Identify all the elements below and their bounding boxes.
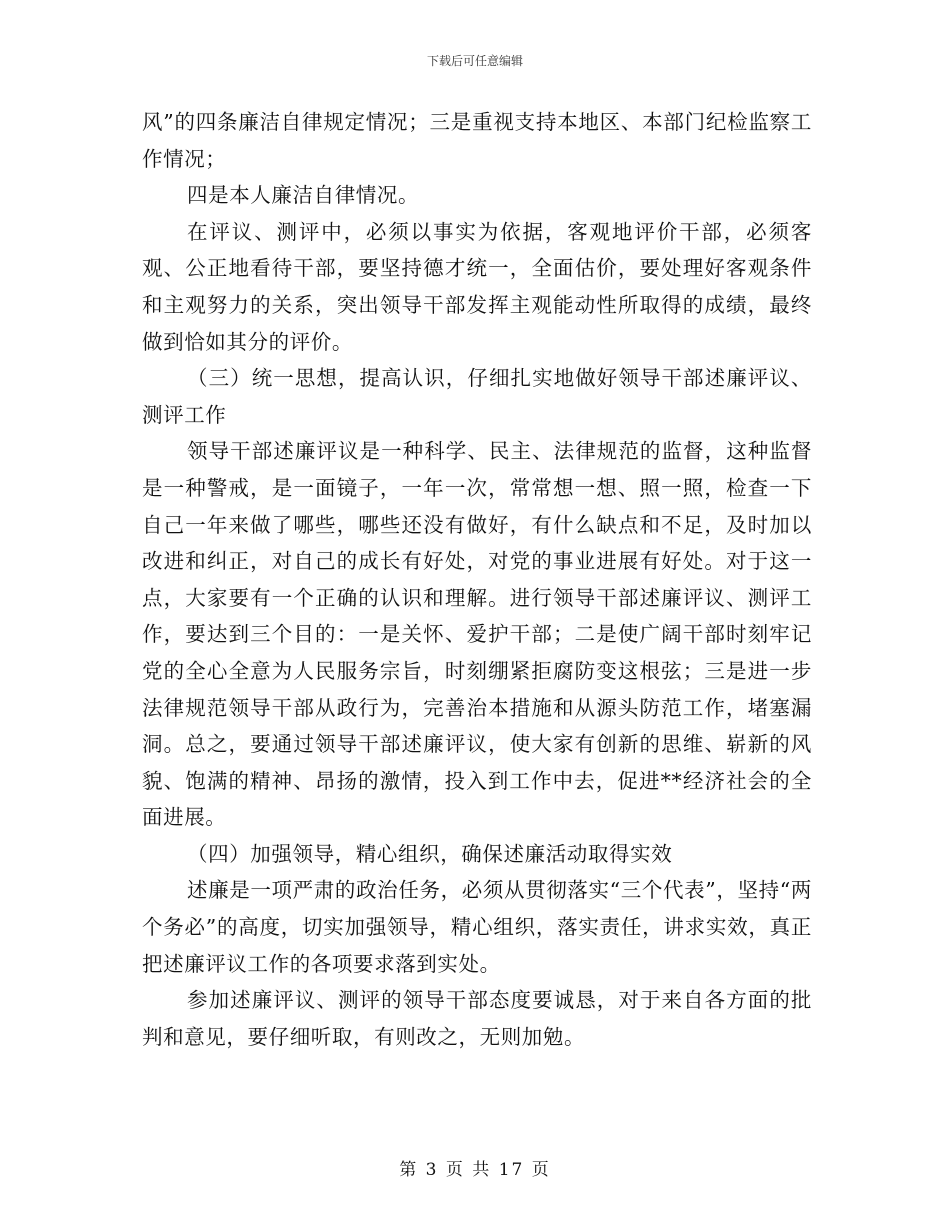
page-header: 下载后可任意编辑 — [426, 54, 523, 68]
paragraph-6: 参加述廉评议、测评的领导干部态度要诚恳，对于来自各方面的批判和意见，要仔细听取，有则改之，无则加勉。 — [142, 988, 812, 1049]
section-heading-3: （三）统一思想，提高认识，仔细扎实地做好领导干部述廉评议、测评工作 — [142, 366, 812, 427]
paragraph-1: 风”的四条廉洁自律规定情况；三是重视支持本地区、本部门纪检监察工作情况； — [142, 110, 812, 171]
section-heading-4: （四）加强领导，精心组织，确保述廉活动取得实效 — [187, 841, 673, 866]
paragraph-3: 在评议、测评中，必须以事实为依据，客观地评价干部，必须客观、公正地看待干部，要坚持德才统一，全面估价，要处理好客观条件和主观努力的关系，突出领导干部发挥主观能动性所取得的成绩，最终做到恰如其分的评价。 — [142, 219, 812, 354]
paragraph-5: 述廉是一项严肃的政治任务，必须从贯彻落实“三个代表”，坚持“两个务必”的高度，切实加强领导，精心组织，落实责任，讲求实效，真正把述廉评议工作的各项要求落到实处。 — [142, 878, 812, 976]
page-number-footer: 第 3 页 共 17 页 — [399, 1160, 551, 1180]
paragraph-2: 四是本人廉洁自律情况。 — [187, 183, 420, 208]
paragraph-4: 领导干部述廉评议是一种科学、民主、法律规范的监督，这种监督是一种警戒，是一面镜子，一年一次，常常想一想、照一照，检查一下自己一年来做了哪些，哪些还没有做好，有什么缺点和不足，及时加以改进和纠正，对自己的成长有好处，对党的事业进展有好处。对于这一点，大家要有一个正确的认识和理解。进行领导干部述廉评议、测评工作，要达到三个目的：一是关怀、爱护干部；二是使广阔干部时刻牢记党的全心全意为人民服务宗旨，时刻绷紧拒腐防变这根弦；三是进一步法律规范领导干部从政行为，完善治本措施和从源头防范工作，堵塞漏洞。总之，要通过领导干部述廉评议，使大家有创新的思维、崭新的风貌、饱满的精神、昂扬的激情，投入到工作中去，促进**经济社会的全面进展。 — [142, 439, 812, 830]
document-body — [142, 104, 812, 1055]
